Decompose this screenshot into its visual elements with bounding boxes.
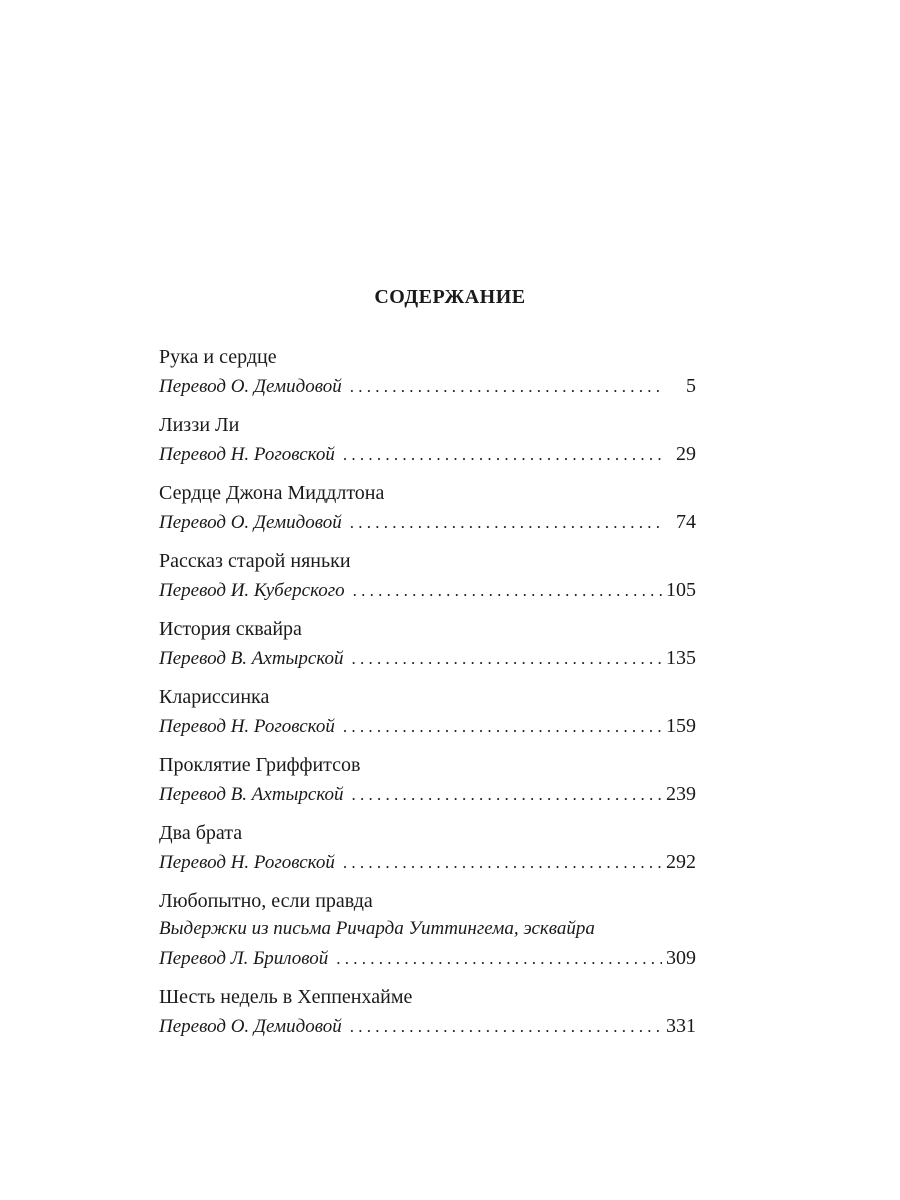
toc-entry bbox=[159, 615, 696, 674]
toc-entry bbox=[159, 411, 696, 470]
entry-line bbox=[159, 643, 696, 674]
page-title: СОДЕРЖАНИЕ bbox=[374, 286, 526, 308]
entry-page-number: 29 bbox=[676, 443, 696, 465]
entry-translator: Перевод В. Ахтырской bbox=[159, 784, 344, 805]
entry-page-number: 292 bbox=[666, 851, 696, 873]
entry-translator: Перевод Н. Роговской bbox=[159, 444, 335, 465]
dot-leader bbox=[336, 943, 662, 974]
entry-line bbox=[159, 943, 696, 974]
toc-entry bbox=[159, 343, 696, 402]
table-of-contents bbox=[159, 343, 696, 1051]
dot-leader bbox=[352, 643, 662, 674]
entry-translator: Перевод О. Демидовой bbox=[159, 512, 342, 533]
toc-entry bbox=[159, 887, 696, 974]
entry-line bbox=[159, 847, 696, 878]
dot-leader bbox=[343, 847, 662, 878]
entry-translator: Перевод Н. Роговской bbox=[159, 716, 335, 737]
toc-entry bbox=[159, 819, 696, 878]
entry-line bbox=[159, 371, 696, 402]
entry-page-number: 309 bbox=[666, 947, 696, 969]
entry-page-number: 135 bbox=[666, 647, 696, 669]
entry-title: Рассказ старой няньки bbox=[159, 550, 351, 572]
entry-title: Лиззи Ли bbox=[159, 414, 240, 436]
entry-title: Проклятие Гриффитсов bbox=[159, 754, 361, 776]
dot-leader bbox=[350, 1011, 662, 1042]
dot-leader bbox=[352, 779, 662, 810]
entry-line bbox=[159, 779, 696, 810]
entry-translator: Перевод О. Демидовой bbox=[159, 1016, 342, 1037]
dot-leader bbox=[343, 439, 662, 470]
entry-line bbox=[159, 507, 696, 538]
dot-leader bbox=[353, 575, 662, 606]
toc-entry bbox=[159, 983, 696, 1042]
toc-entry bbox=[159, 547, 696, 606]
dot-leader bbox=[350, 371, 662, 402]
entry-page-number: 74 bbox=[676, 511, 696, 533]
entry-title: История сквайра bbox=[159, 618, 302, 640]
dot-leader bbox=[350, 507, 662, 538]
entry-line bbox=[159, 439, 696, 470]
entry-translator: Перевод Л. Бриловой bbox=[159, 948, 329, 969]
entry-subtitle: Выдержки из письма Ричарда Уиттингема, эсквайра bbox=[159, 918, 595, 939]
entry-page-number: 105 bbox=[666, 579, 696, 601]
entry-translator: Перевод В. Ахтырской bbox=[159, 648, 344, 669]
entry-line bbox=[159, 1011, 696, 1042]
entry-title: Рука и сердце bbox=[159, 346, 277, 368]
entry-translator: Перевод О. Демидовой bbox=[159, 376, 342, 397]
entry-title: Клариссинка bbox=[159, 686, 270, 708]
dot-leader bbox=[343, 711, 662, 742]
entry-translator: Перевод Н. Роговской bbox=[159, 852, 335, 873]
entry-translator: Перевод И. Куберского bbox=[159, 580, 345, 601]
toc-entry bbox=[159, 751, 696, 810]
entry-page-number: 5 bbox=[686, 375, 696, 397]
entry-page-number: 331 bbox=[666, 1015, 696, 1037]
entry-title: Шесть недель в Хеппенхайме bbox=[159, 986, 413, 1008]
entry-page-number: 159 bbox=[666, 715, 696, 737]
toc-entry bbox=[159, 683, 696, 742]
entry-line bbox=[159, 575, 696, 606]
toc-entry bbox=[159, 479, 696, 538]
entry-title: Любопытно, если правда bbox=[159, 890, 373, 912]
entry-page-number: 239 bbox=[666, 783, 696, 805]
entry-title: Два брата bbox=[159, 822, 243, 844]
entry-title: Сердце Джона Миддлтона bbox=[159, 482, 385, 504]
entry-line bbox=[159, 711, 696, 742]
